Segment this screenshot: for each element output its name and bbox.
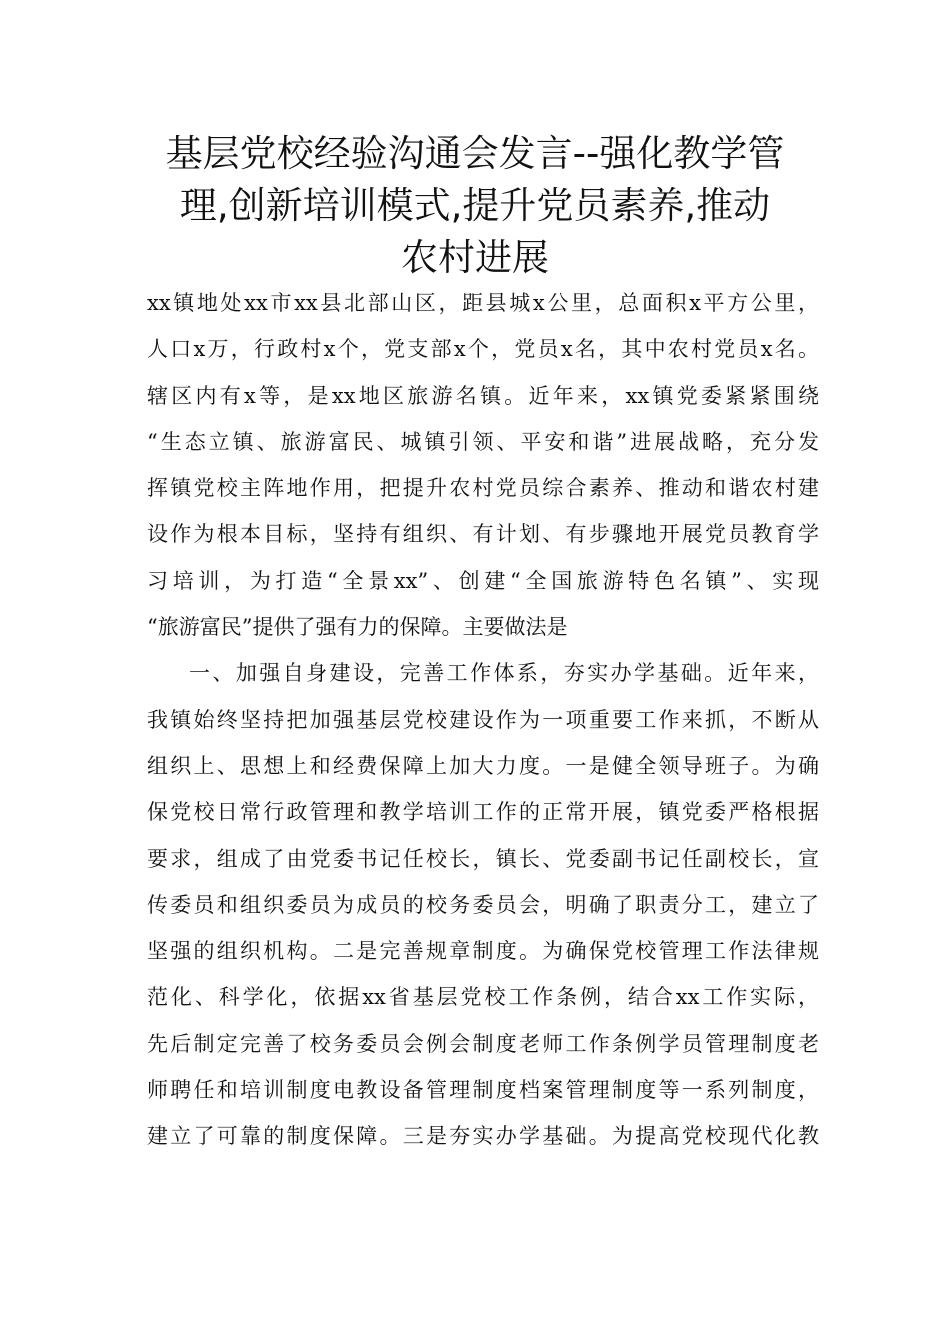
text-line: 保党校日常行政管理和教学培训工作的正常开展，镇党委严格根据 bbox=[147, 800, 819, 825]
text-line: 人口x万，行政村x个，党支部x个，党员x名，其中农村党员x名。 bbox=[147, 337, 819, 362]
text-line: xx镇地处xx市xx县北部山区，距县城x公里，总面积x平方公里， bbox=[147, 291, 819, 315]
text-line: 要求，组成了由党委书记任校长，镇长、党委副书记任副校长，宣 bbox=[147, 846, 819, 871]
text-line: 范化、科学化，依据xx省基层党校工作条例，结合xx工作实际， bbox=[147, 985, 819, 1010]
text-line: 辖区内有x等，是xx地区旅游名镇。近年来，xx镇党委紧紧围绕 bbox=[147, 383, 819, 408]
text-line: 师聘任和培训制度电教设备管理制度档案管理制度等一系列制度， bbox=[147, 1078, 819, 1103]
text-line: “旅游富民”提供了强有力的保障。主要做法是 bbox=[147, 615, 568, 640]
text-line: 习培训，为打造“全景xx”、创建“全国旅游特色名镇”、实现 bbox=[147, 568, 819, 593]
title-line: 理,创新培训模式,提升党员素养,推动 bbox=[179, 184, 771, 227]
title-line: 农村进展 bbox=[401, 236, 549, 279]
document-body bbox=[147, 280, 819, 1160]
paragraph-intro bbox=[147, 280, 819, 650]
document-title bbox=[120, 128, 830, 284]
text-line: “生态立镇、旅游富民、城镇引领、平安和谐”进展战略，充分发 bbox=[147, 429, 819, 454]
text-line: 坚强的组织机构。二是完善规章制度。为确保党校管理工作法律规 bbox=[147, 939, 819, 964]
title-line: 基层党校经验沟通会发言--强化教学管 bbox=[165, 132, 785, 175]
text-line: 建立了可靠的制度保障。三是夯实办学基础。为提高党校现代化教 bbox=[147, 1124, 819, 1149]
text-line: 先后制定完善了校务委员会例会制度老师工作条例学员管理制度老 bbox=[147, 1031, 819, 1056]
text-line: 挥镇党校主阵地作用，把提升农村党员综合素养、推动和谐农村建 bbox=[147, 476, 819, 501]
text-line: 我镇始终坚持把加强基层党校建设作为一项重要工作来抓，不断从 bbox=[147, 707, 819, 732]
text-line: 设作为根本目标，坚持有组织、有计划、有步骤地开展党员教育学 bbox=[147, 522, 819, 547]
paragraph-section-one bbox=[147, 650, 819, 1159]
text-line: 传委员和组织委员为成员的校务委员会，明确了职责分工，建立了 bbox=[147, 892, 819, 917]
text-line: 组织上、思想上和经费保障上加大力度。一是健全领导班子。为确 bbox=[147, 753, 819, 778]
text-line: 一、加强自身建设，完善工作体系，夯实办学基础。近年来， bbox=[189, 661, 819, 686]
